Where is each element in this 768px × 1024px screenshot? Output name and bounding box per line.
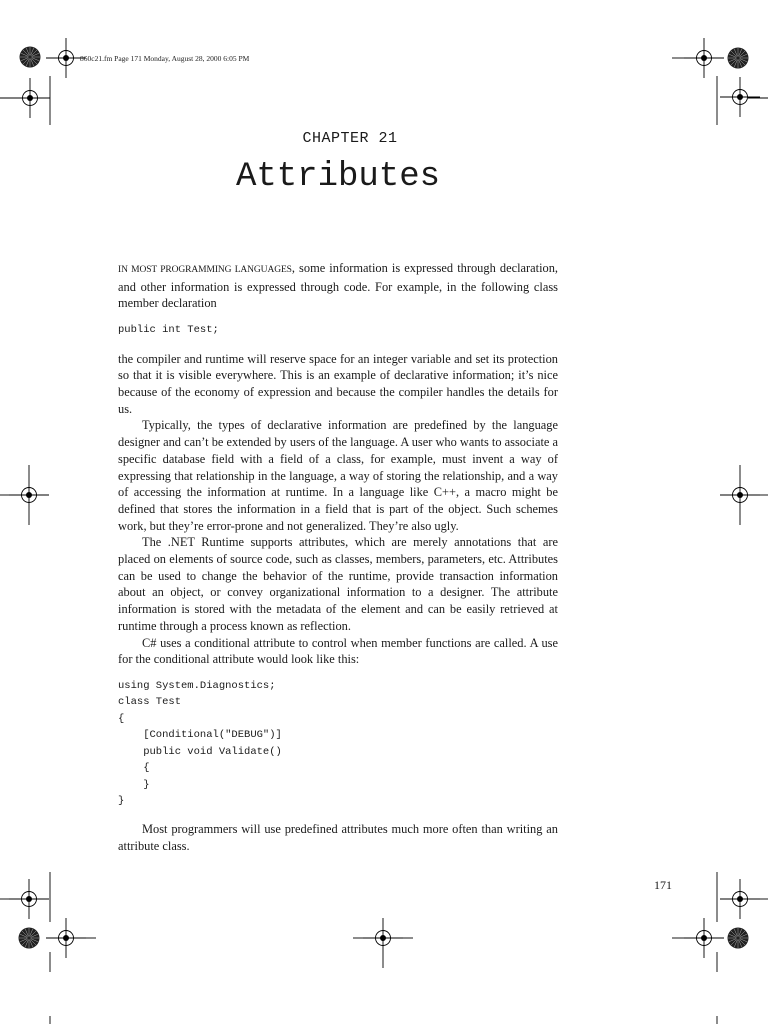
chapter-label: CHAPTER 21 bbox=[302, 130, 398, 147]
star-target-top-left bbox=[20, 47, 41, 68]
small-caps-lead: IN MOST PROGRAMMING LANGUAGES bbox=[118, 265, 292, 275]
print-slug: 860c21.fm Page 171 Monday, August 28, 2000 6:05 PM bbox=[80, 54, 250, 63]
intro-text: , some information is expressed through declaration, and other information is expressed through code. For example, in the following class member declaration bbox=[118, 261, 559, 311]
paragraph: The .NET Runtime supports attributes, which are merely annotations that are placed on elements of source code, such as classes, members, parameters, etc. Attributes can be used to change the behavior of the runtime, provide transaction information about an object, or convey organizational information to a designer. The attribute information is stored with the metadata of the element and can be easily retrieved at runtime through a process known as reflection. bbox=[118, 535, 558, 633]
paragraph: Typically, the types of declarative information are predefined by the language designer and can’t be extended by users of the language. A user who wants to associate a specific database field with a field of a class, for example, must invent a way of expressing that relationship in the language, a way of storing the relationship, and a way of accessing the information at runtime. In a language like C++, a macro might be defined that stores the information in a field that is part of the object. Such schemes work, but they’re error-prone and not generalized. They’re also ugly. bbox=[118, 418, 558, 533]
code-sample-conditional: using System.Diagnostics; class Test { [Conditional("DEBUG")] public void Validate() { } } bbox=[118, 679, 282, 808]
paragraph: C# uses a conditional attribute to control when member functions are called. A use for the conditional attribute would look like this: bbox=[118, 635, 558, 667]
star-target-top-right bbox=[728, 48, 749, 69]
page-number: 171 bbox=[654, 878, 672, 892]
star-target-bottom-right bbox=[728, 928, 749, 949]
star-target-bottom-left bbox=[19, 928, 40, 949]
intro-paragraph bbox=[118, 260, 558, 312]
chapter-title: Attributes bbox=[235, 158, 441, 196]
code-sample-declaration: public int Test; bbox=[118, 324, 219, 337]
body-text bbox=[118, 260, 558, 854]
paragraph: Most programmers will use predefined attributes much more often than writing an attribute class. bbox=[118, 821, 558, 853]
paragraph: the compiler and runtime will reserve space for an integer variable and set its protection so that it is visible everywhere. This is an example of declarative information; it’s nice because of the economy of expression and because the compiler handles the details for us. bbox=[118, 351, 558, 416]
